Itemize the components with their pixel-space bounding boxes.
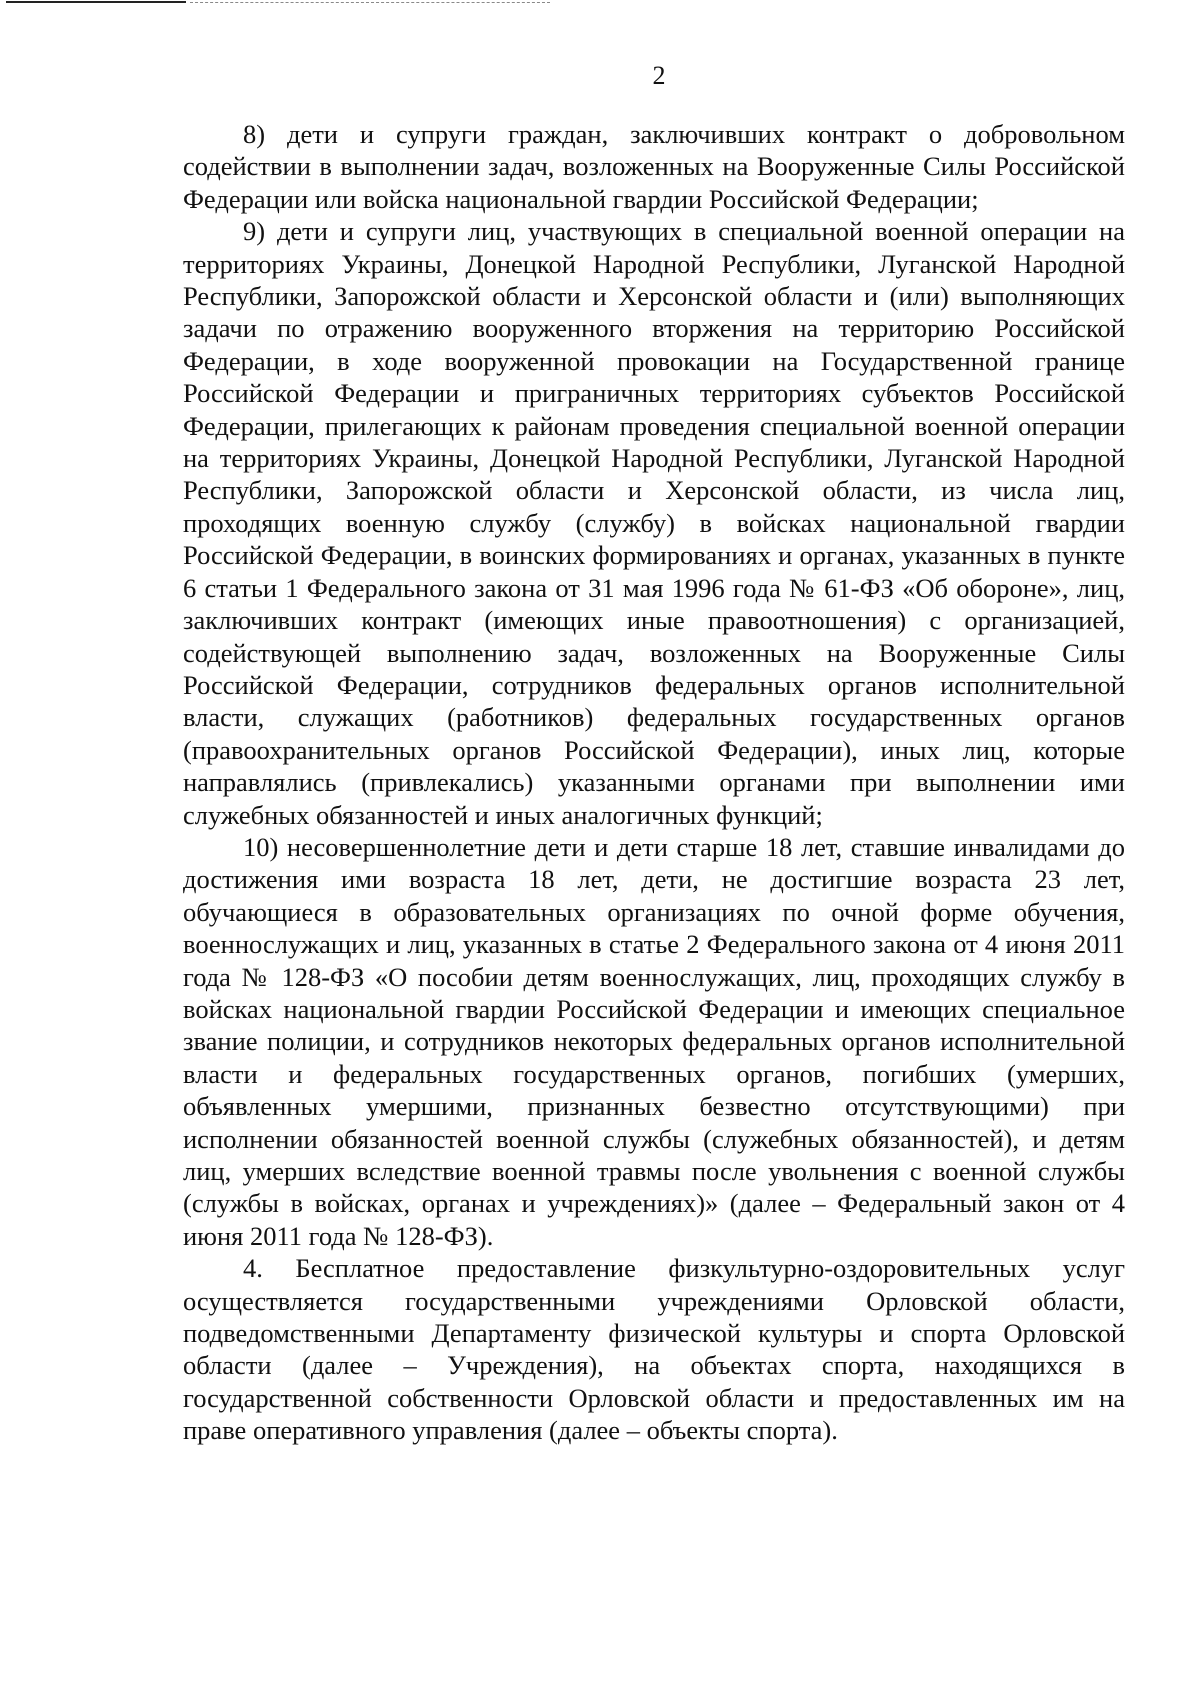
scan-edge-marks xyxy=(0,0,1200,12)
scan-artifact-dashes xyxy=(190,2,550,4)
page-number: 2 xyxy=(652,61,666,90)
scan-artifact-line xyxy=(6,1,186,3)
clause-4: 4. Бесплатное предоставление физкультурно-оздоровительных услуг осуществляется государственными учреждениями Орловской области, подведомственными Департаменту физической культуры и спорта Орловской области (далее – Учреждения), на объектах спорта, находящихся в государственной собственности Орловской области и предоставленных им на праве оперативного управления (далее – объекты спорта). xyxy=(183,1253,1125,1446)
list-item-9: 9) дети и супруги лиц, участвующих в специальной военной операции на территориях Украины, Донецкой Народной Республики, Луганской Народной Республики, Запорожской области и Херсонской области и (или) выполняющих задачи по отражению вооруженного вторжения на территорию Российской Федерации, в ходе вооруженной провокации на Государственной границе Российской Федерации и приграничных территориях субъектов Российской Федерации, прилегающих к районам проведения специальной военной операции на территориях Украины, Донецкой Народной Республики, Луганской Народной Республики, Запорожской области и Херсонской области, из числа лиц, проходящих военную службу (службу) в войсках национальной гвардии Российской Федерации, в воинских формированиях и органах, указанных в пункте 6 статьи 1 Федерального закона от 31 мая 1996 года № 61-ФЗ «Об обороне», лиц, заключивших контракт (имеющих иные правоотношения) с организацией, содействующей выполнению задач, возложенных на Вооруженные Силы Российской Федерации, сотрудников федеральных органов исполнительной власти, служащих (работников) федеральных государственных органов (правоохранительных органов Российской Федерации), иных лиц, которые направлялись (привлекались) указанными органами при выполнении ими служебных обязанностей и иных аналогичных функций; xyxy=(183,216,1125,830)
list-item-8: 8) дети и супруги граждан, заключивших контракт о добровольном содействии в выполнении задач, возложенных на Вооруженные Силы Российской Федерации или войска национальной гвардии Российской Федерации; xyxy=(183,119,1125,214)
document-page xyxy=(183,60,1125,1447)
list-item-10: 10) несовершеннолетние дети и дети старше 18 лет, ставшие инвалидами до достижения ими возраста 18 лет, дети, не достигшие возраста 23 лет, обучающиеся в образовательных организациях по очной форме обучения, военнослужащих и лиц, указанных в статье 2 Федерального закона от 4 июня 2011 года № 128-ФЗ «О пособии детям военнослужащих, лиц, проходящих службу в войсках национальной гвардии Российской Федерации и имеющих специальное звание полиции, и сотрудников некоторых федеральных органов исполнительной власти и федеральных государственных органов, погибших (умерших, объявленных умершими, признанных безвестно отсутствующими) при исполнении обязанностей военной службы (служебных обязанностей), и детям лиц, умерших вследствие военной травмы после увольнения с военной службы (службы в войсках, органах и учреждениях)» (далее – Федеральный закон от 4 июня 2011 года № 128-ФЗ). xyxy=(183,831,1125,1251)
